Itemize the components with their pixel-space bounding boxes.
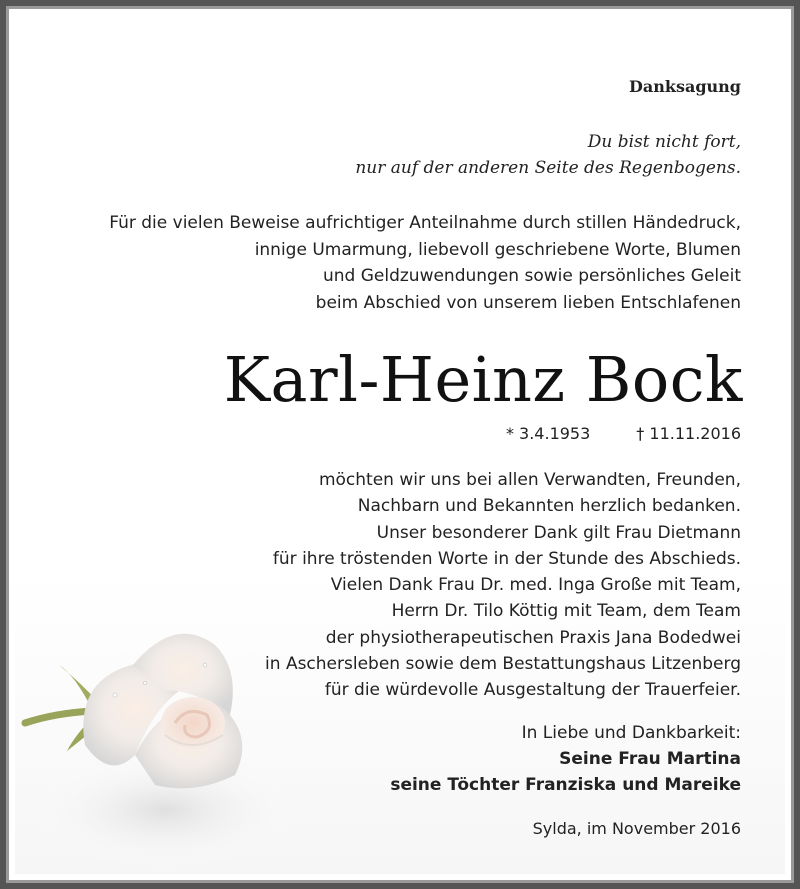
thanks-line: möchten wir uns bei allen Verwandten, Freunden, <box>318 470 741 490</box>
intro-line: innige Umarmung, liebevoll geschriebene Worte, Blumen <box>254 239 741 260</box>
deceased-name: Karl-Heinz Bock <box>223 343 743 416</box>
intro-line: beim Abschied von unserem lieben Entschlafenen <box>315 292 741 313</box>
death-date: † 11.11.2016 <box>636 424 741 443</box>
motto-line: nur auf der anderen Seite des Regenbogens. <box>355 158 741 178</box>
intro-paragraph <box>109 210 741 316</box>
thanks-line: Herrn Dr. Tilo Köttig mit Team, dem Team <box>391 601 741 622</box>
signoff-wife: Seine Frau Martina <box>559 749 741 769</box>
signoff <box>390 720 741 798</box>
intro-line: Für die vielen Beweise aufrichtiger Anteilnahme durch stillen Händedruck, <box>109 213 741 233</box>
thanks-paragraph <box>265 467 741 704</box>
thanks-line: in Aschersleben sowie dem Bestattungshaus Litzenberg <box>265 654 741 675</box>
birth-date: * 3.4.1953 <box>505 424 591 443</box>
card-content <box>15 15 785 874</box>
signoff-intro: In Liebe und Dankbarkeit: <box>521 723 741 743</box>
thanks-line: Unser besonderer Dank gilt Frau Dietmann <box>376 522 741 543</box>
place-date: Sylda, im November 2016 <box>532 819 741 838</box>
thanks-line: der physiotherapeutischen Praxis Jana Bodedwei <box>325 627 741 648</box>
life-dates <box>506 423 741 445</box>
thanks-line: für ihre tröstenden Worte in der Stunde des Abschieds. <box>272 548 741 569</box>
intro-line: und Geldzuwendungen sowie persönliches Geleit <box>322 266 741 286</box>
thanks-line: Nachbarn und Bekannten herzlich bedanken. <box>357 496 741 517</box>
motto <box>355 129 741 181</box>
motto-line: Du bist nicht fort, <box>587 132 741 152</box>
signoff-daughters: seine Töchter Franziska und Mareike <box>390 775 741 795</box>
thanks-line: Vielen Dank Frau Dr. med. Inga Große mit Team, <box>330 575 741 596</box>
heading: Danksagung <box>629 77 741 96</box>
thanks-line: für die würdevolle Ausgestaltung der Trauerfeier. <box>324 680 741 701</box>
